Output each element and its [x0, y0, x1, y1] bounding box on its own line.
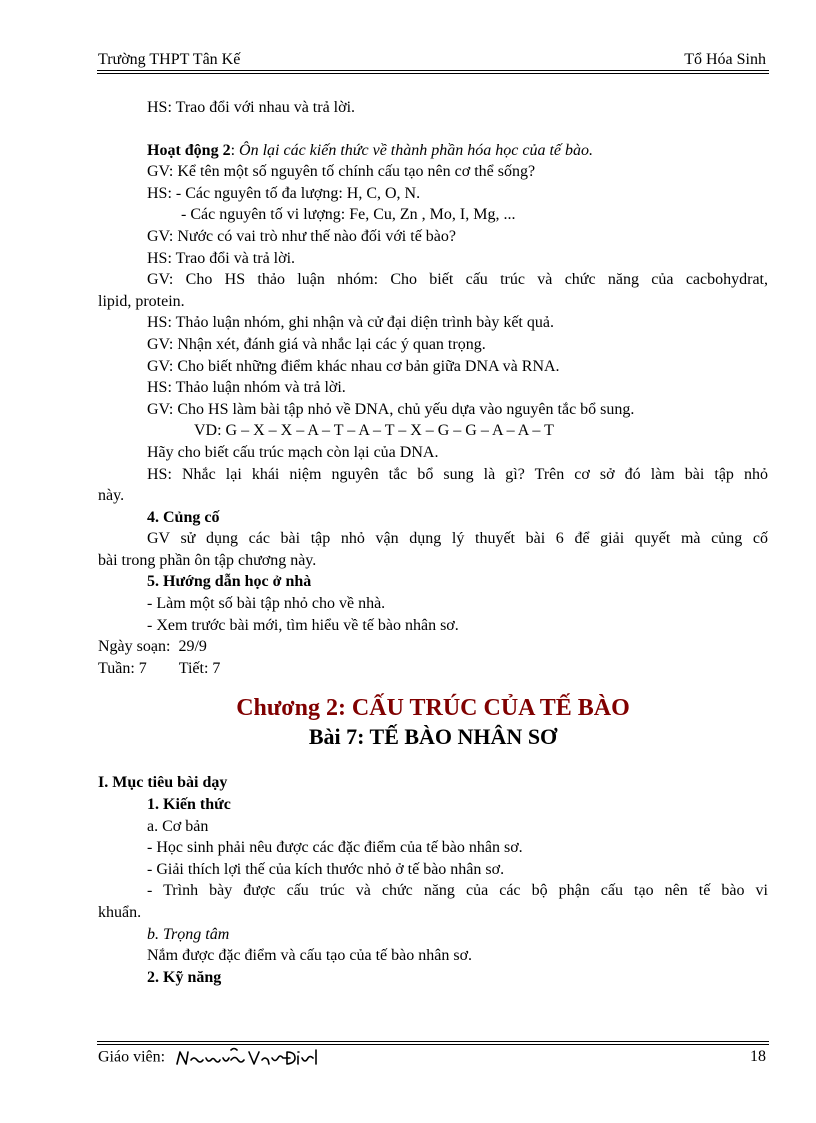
footer-teacher	[98, 1046, 323, 1070]
period-value: 7	[212, 659, 221, 677]
schedule-week	[98, 658, 768, 680]
page-footer	[98, 1046, 768, 1072]
text-line: HS: Trao đổi và trả lời.	[147, 249, 296, 267]
text-line: HS: Thảo luận nhóm và trả lời.	[147, 379, 346, 397]
text-line: Nắm được đặc điểm và cấu tạo của tế bào nhân sơ.	[147, 947, 473, 965]
date-label: Ngày soạn:	[98, 638, 171, 656]
text-line: - Trình bày được cấu trúc và chức năng của các bộ phận cấu tạo nên tế bào vi	[147, 882, 768, 900]
text-line: lipid, protein.	[98, 292, 185, 310]
text-line: GV: Cho HS làm bài tập nhỏ về DNA, chủ yếu dựa vào nguyên tắc bổ sung.	[147, 400, 635, 418]
page-header	[98, 50, 768, 70]
heading-trong-tam: b. Trọng tâm	[147, 925, 230, 943]
teacher-label: Giáo viên:	[98, 1048, 166, 1066]
header-department: Tổ Hóa Sinh	[684, 51, 766, 68]
text-line: GV: Kể tên một số nguyên tố chính cấu tạo nên cơ thể sống?	[147, 163, 536, 181]
heading-huong-dan: 5. Hướng dẫn học ở nhà	[147, 573, 312, 591]
footer-rule	[97, 1044, 769, 1045]
activity-2-text: Ôn lại các kiến thức về thành phần hóa học của tế bào.	[235, 141, 593, 159]
spacer	[98, 751, 768, 772]
text-line: a. Cơ bản	[147, 817, 209, 835]
activity-2-colon: :	[230, 141, 236, 159]
date-value: 29/9	[178, 638, 207, 656]
document-body	[98, 97, 768, 988]
footer-rule-thin	[97, 1041, 769, 1042]
week-label: Tuần:	[98, 659, 135, 677]
text-line: - Các nguyên tố vi lượng: Fe, Cu, Zn , Mo, I, Mg, ...	[181, 206, 516, 224]
text-line: - Giải thích lợi thế của kích thước nhỏ ở tế bào nhân sơ.	[147, 860, 505, 878]
text-line: bài trong phần ôn tập chương này.	[98, 551, 317, 569]
heading-kien-thuc: 1. Kiến thức	[147, 796, 231, 814]
header-rule	[97, 70, 769, 71]
text-line: HS: Thảo luận nhóm, ghi nhận và cử đại diện trình bày kết quả.	[147, 314, 554, 332]
text-line: GV sử dụng các bài tập nhỏ vận dụng lý thuyết bài 6 để giải quyết mà củng cố	[147, 530, 768, 548]
text-line: - Xem trước bài mới, tìm hiểu về tế bào nhân sơ.	[147, 616, 459, 634]
text-line: GV: Nhận xét, đánh giá và nhắc lại các ý quan trọng.	[147, 335, 486, 353]
text-line: khuẩn.	[98, 904, 142, 921]
text-line: Hãy cho biết cấu trúc mạch còn lại của DNA.	[147, 443, 439, 461]
text-line: GV: Nước có vai trò như thế nào đối với tế bào?	[147, 227, 456, 245]
lesson-title: Bài 7: TẾ BÀO NHÂN SƠ	[308, 724, 558, 750]
text-line: GV: Cho HS thảo luận nhóm: Cho biết cấu trúc và chức năng của cacbohydrat,	[147, 271, 768, 289]
week-value: 7	[138, 659, 147, 677]
teacher-signature	[173, 1046, 323, 1070]
activity-2-line	[98, 140, 768, 162]
heading-ky-nang: 2. Kỹ năng	[147, 968, 222, 986]
header-rule-thin	[97, 73, 769, 74]
text-line: - Học sinh phải nêu được các đặc điểm của tế bào nhân sơ.	[147, 839, 523, 857]
chapter-title: Chương 2: CẤU TRÚC CỦA TẾ BÀO	[236, 695, 630, 722]
period-label: Tiết:	[178, 659, 209, 677]
text-line: HS: - Các nguyên tố đa lượng: H, C, O, N.	[147, 184, 421, 202]
activity-2-label: Hoạt động 2	[147, 141, 231, 159]
schedule-date	[98, 636, 768, 658]
example-sequence: VD: G – X – X – A – T – A – T – X – G – G – A – A – T	[194, 422, 554, 440]
heading-cung-co: 4. Củng cố	[147, 508, 220, 526]
text-line: GV: Cho biết những điểm khác nhau cơ bản giữa DNA và RNA.	[147, 357, 560, 375]
heading-muc-tieu: I. Mục tiêu bài dạy	[98, 774, 228, 792]
text-line: HS: Trao đổi với nhau và trả lời.	[147, 99, 356, 116]
page-number: 18	[750, 1048, 766, 1065]
text-line: - Làm một số bài tập nhỏ cho về nhà.	[147, 595, 386, 613]
text-line: này.	[98, 487, 125, 505]
spacer	[98, 119, 768, 140]
text-line: HS: Nhắc lại khái niệm nguyên tắc bổ sung là gì? Trên cơ sở đó làm bài tập nhỏ	[147, 465, 768, 483]
header-school: Trường THPT Tân Kế	[98, 51, 241, 68]
